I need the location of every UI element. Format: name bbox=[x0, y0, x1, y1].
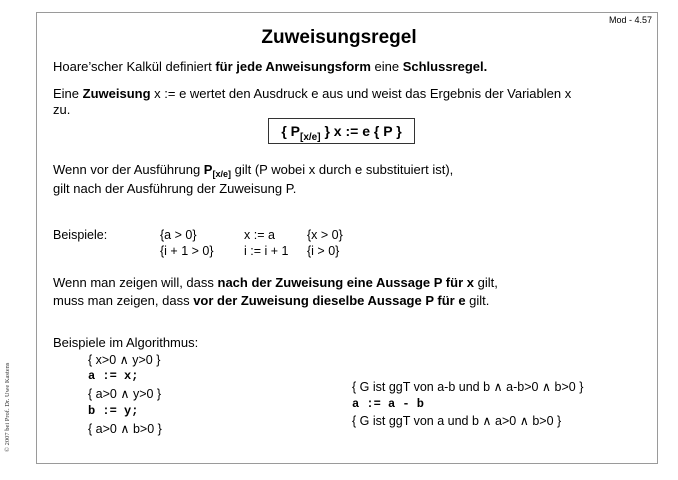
show-line-1 bbox=[53, 275, 498, 290]
assign-def-t2: x := e wertet den Ausdruck e aus und weist das Ergebnis der Variablen x bbox=[150, 86, 572, 101]
explain-l1c: gilt (P wobei x durch e substituiert ist), bbox=[230, 162, 454, 177]
show-l2c: gilt. bbox=[465, 293, 490, 308]
intro-text-a: Hoare’scher Kalkül definiert bbox=[53, 59, 216, 74]
algo-left-code-2: b := y; bbox=[88, 404, 139, 418]
intro-text-b: eine bbox=[370, 59, 403, 74]
example-1-pre: {a > 0} bbox=[160, 228, 197, 242]
explain-line-1 bbox=[53, 162, 453, 179]
explain-l1a: Wenn vor der Ausführung bbox=[53, 162, 204, 177]
show-l1a: Wenn man zeigen will, dass bbox=[53, 275, 218, 290]
algo-left-code-1: a := x; bbox=[88, 369, 139, 383]
intro-bold-b: Schlussregel. bbox=[402, 59, 488, 74]
explain-line-2: gilt nach der Ausführung der Zuweisung P. bbox=[53, 181, 297, 196]
algo-right-code: a := a - b bbox=[352, 397, 425, 411]
show-l1b: nach der Zuweisung eine Aussage P für x bbox=[217, 275, 474, 290]
algo-right-assertion-1: { G ist ggT von a-b und b ∧ a-b>0 ∧ b>0 } bbox=[352, 380, 584, 394]
rule-sub: [x/e] bbox=[300, 131, 321, 143]
intro-line bbox=[53, 59, 487, 74]
explain-l1b: P bbox=[203, 162, 213, 177]
show-l2a: muss man zeigen, dass bbox=[53, 293, 194, 308]
algo-left-assertion-3: { a>0 ∧ b>0 } bbox=[88, 422, 162, 436]
intro-bold-a: für jede Anweisungsform bbox=[215, 59, 371, 74]
example-2-pre: {i + 1 > 0} bbox=[160, 244, 214, 258]
algo-left-assertion-1: { x>0 ∧ y>0 } bbox=[88, 353, 161, 367]
assign-def-t1: Eine bbox=[53, 86, 83, 101]
assign-def-line-2: zu. bbox=[53, 102, 71, 117]
algo-right-assertion-2: { G ist ggT von a und b ∧ a>0 ∧ b>0 } bbox=[352, 414, 562, 428]
rule-pre: { P bbox=[281, 123, 301, 139]
assignment-rule-box bbox=[268, 118, 415, 144]
page-title: Zuweisungsregel bbox=[261, 27, 417, 48]
example-1-post: {x > 0} bbox=[307, 228, 343, 242]
explain-l1sub: [x/e] bbox=[212, 169, 231, 179]
algorithm-label: Beispiele im Algorithmus: bbox=[53, 335, 199, 350]
slide-number: Mod - 4.57 bbox=[608, 15, 652, 25]
algo-left-assertion-2: { a>0 ∧ y>0 } bbox=[88, 387, 162, 401]
rule-rest: } x := e { P } bbox=[320, 123, 402, 139]
show-l2b: vor der Zuweisung dieselbe Aussage P für e bbox=[193, 293, 466, 308]
examples-label: Beispiele: bbox=[53, 228, 108, 242]
copyright-note: © 2007 bei Prof. Dr. Uwe Kastens bbox=[4, 362, 11, 452]
show-line-2 bbox=[53, 293, 489, 308]
show-l1c: gilt, bbox=[473, 275, 498, 290]
example-1-stmt: x := a bbox=[244, 228, 275, 242]
assign-def-b1: Zuweisung bbox=[82, 86, 151, 101]
assign-def-line-1 bbox=[53, 86, 571, 101]
example-2-post: {i > 0} bbox=[307, 244, 340, 258]
example-2-stmt: i := i + 1 bbox=[244, 244, 289, 258]
